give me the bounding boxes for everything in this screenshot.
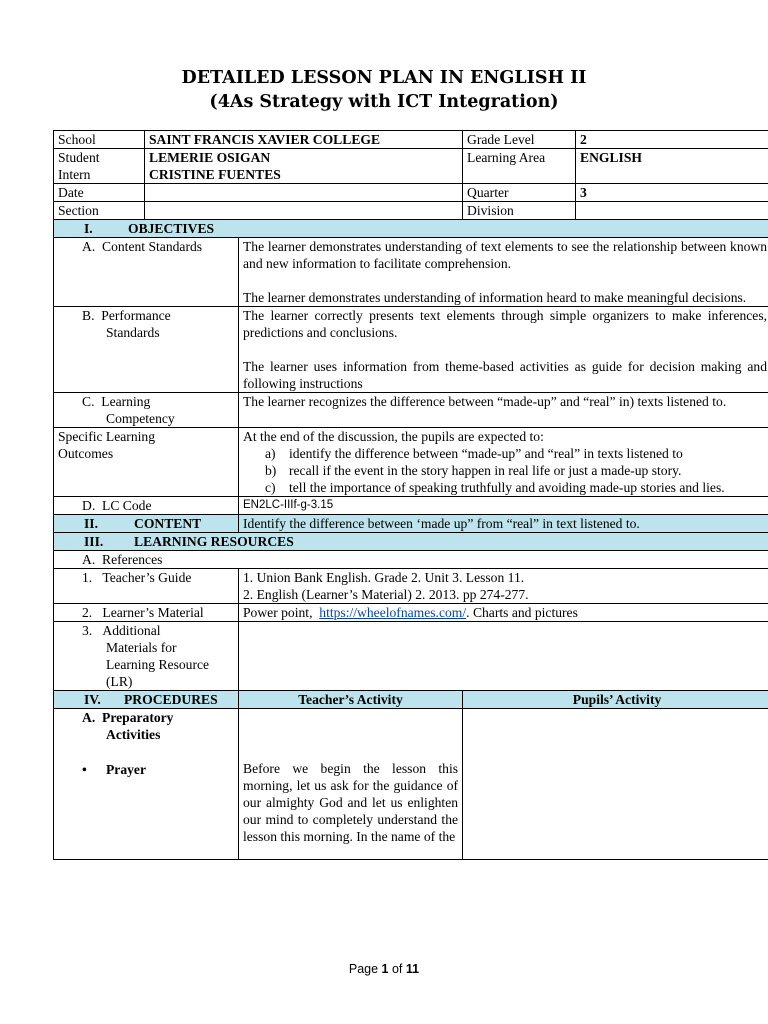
document-title: DETAILED LESSON PLAN IN ENGLISH II <box>181 68 587 88</box>
content-standard-2: The learner demonstrates understanding of information heard to make meaningful decisions. <box>243 290 747 305</box>
list-marker: c) <box>265 480 276 495</box>
bullet-icon: • <box>82 762 87 777</box>
learners-material-row <box>54 604 768 622</box>
learning-outcomes-row <box>54 428 768 497</box>
performance-standards-row <box>54 307 768 393</box>
wheelofnames-link[interactable]: https://wheelofnames.com/ <box>319 605 467 620</box>
performance-standards-label <box>54 307 239 393</box>
competency-row <box>54 393 768 428</box>
performance-standard-2: The learner uses information from theme-based activities as guide for decision making and following instructions <box>243 359 768 391</box>
section-value <box>145 202 463 220</box>
intern-name-1: LEMERIE OSIGAN <box>149 150 271 165</box>
competency-label <box>54 393 239 428</box>
additional-materials-label <box>54 622 239 691</box>
objectives-header <box>54 220 768 238</box>
outcomes-list <box>243 445 767 496</box>
teachers-guide-row <box>54 569 768 604</box>
procedures-heading: PROCEDURES <box>124 692 218 707</box>
procedures-num: IV. <box>84 692 101 707</box>
additional-label-line3: Learning Resource <box>106 657 210 672</box>
pupil-activity-header: Pupils’ Activity <box>463 691 768 709</box>
intern-label-line1: Student <box>58 150 100 165</box>
additional-label-line1: 3. Additional <box>82 623 161 638</box>
learning-outcomes-label <box>54 428 239 497</box>
list-item <box>243 462 767 479</box>
school-value: SAINT FRANCIS XAVIER COLLEGE <box>145 131 463 149</box>
list-text: identify the difference between “made-up” and “real” in texts listened to <box>289 446 683 461</box>
content-heading: CONTENT <box>134 516 202 531</box>
teachers-guide-text <box>239 569 768 604</box>
footer-page-total: 11 <box>405 962 420 976</box>
content-standard-1: The learner demonstrates understanding of text elements to see the relationship between known and new information to facilitate comprehension. <box>243 239 768 271</box>
additional-label-line2: Materials for <box>106 640 177 655</box>
references-label: A. References <box>54 551 768 569</box>
references-row <box>54 551 768 569</box>
competency-label-line2: Competency <box>106 411 175 426</box>
learners-material-prefix: Power point, <box>243 605 313 620</box>
list-item <box>243 445 767 462</box>
learners-material-text <box>239 604 768 622</box>
list-marker: a) <box>265 446 276 461</box>
page-footer <box>0 962 768 976</box>
outcomes-intro: At the end of the discussion, the pupils are expected to: <box>243 429 544 444</box>
division-value <box>576 202 768 220</box>
footer-page-number: 1 <box>381 962 389 976</box>
school-label: School <box>54 131 145 149</box>
learning-outcomes-text <box>239 428 768 497</box>
prayer-text: Before we begin the lesson this morning, let us ask for the guidance of our almighty God and let us enlighten our mind to completely understand the lesson this morning. In the name of the <box>243 761 459 844</box>
objectives-num: I. <box>84 221 93 236</box>
additional-materials-value <box>239 622 768 691</box>
lc-code-row <box>54 497 768 515</box>
date-row <box>54 184 768 202</box>
content-standards-text <box>239 238 768 307</box>
list-text: recall if the event in the story happen in real life or just a made-up story. <box>289 463 682 478</box>
lc-code-value: EN2LC-IIIf-g-3.15 <box>239 497 768 515</box>
intern-row <box>54 149 768 184</box>
resources-num: III. <box>84 534 104 549</box>
performance-standards-text <box>239 307 768 393</box>
teacher-activity-cell <box>239 709 463 860</box>
list-text: tell the importance of speaking truthfully and avoiding made-up stories and lies. <box>289 480 725 495</box>
competency-text: The learner recognizes the difference between “made-up” and “real” in) texts listened to. <box>239 393 768 428</box>
performance-label-line1: B. Performance <box>82 308 171 323</box>
prayer-label: Prayer <box>106 762 146 777</box>
content-header <box>54 515 768 533</box>
performance-standard-1: The learner correctly presents text elements through simple organizers to make inferences, predictions and conclusions. <box>243 308 768 340</box>
date-value <box>145 184 463 202</box>
outcomes-label-line2: Outcomes <box>58 446 114 461</box>
content-standards-label: A. Content Standards <box>54 238 239 307</box>
footer-page-word: Page <box>348 962 379 976</box>
grade-label: Grade Level <box>463 131 576 149</box>
resources-heading: LEARNING RESOURCES <box>134 534 294 549</box>
content-num: II. <box>84 516 98 531</box>
pupil-activity-cell <box>463 709 768 860</box>
footer-of-word: of <box>391 962 403 976</box>
lesson-plan-table <box>53 130 768 860</box>
content-value: Identify the difference between ‘made up” from “real” in text listened to. <box>239 515 768 533</box>
preparatory-label <box>54 709 239 860</box>
section-label: Section <box>54 202 145 220</box>
procedures-header <box>54 691 768 709</box>
list-marker: b) <box>265 463 277 478</box>
list-item <box>243 479 767 496</box>
preparatory-row <box>54 709 768 860</box>
school-row <box>54 131 768 149</box>
area-label: Learning Area <box>463 149 576 184</box>
date-label: Date <box>54 184 145 202</box>
resources-header <box>54 533 768 551</box>
content-standards-row <box>54 238 768 307</box>
learners-material-suffix: . Charts and pictures <box>466 605 578 620</box>
document-subtitle: (4As Strategy with ICT Integration) <box>209 92 559 112</box>
area-value: ENGLISH <box>576 149 768 184</box>
learners-material-label: 2. Learner’s Material <box>54 604 239 622</box>
teachers-guide-line2: 2. English (Learner’s Material) 2. 2013. pp 274-277. <box>243 587 529 602</box>
division-label: Division <box>463 202 576 220</box>
lc-code-label: D. LC Code <box>54 497 239 515</box>
competency-label-line1: C. Learning <box>82 394 151 409</box>
additional-label-line4: (LR) <box>106 674 133 689</box>
teachers-guide-line1: 1. Union Bank English. Grade 2. Unit 3. Lesson 11. <box>243 570 525 585</box>
intern-label-line2: Intern <box>58 167 91 182</box>
teacher-activity-header: Teacher’s Activity <box>239 691 463 709</box>
performance-label-line2: Standards <box>106 325 160 340</box>
objectives-heading: OBJECTIVES <box>128 221 215 236</box>
intern-names <box>145 149 463 184</box>
additional-materials-row <box>54 622 768 691</box>
quarter-label: Quarter <box>463 184 576 202</box>
section-row <box>54 202 768 220</box>
intern-name-2: CRISTINE FUENTES <box>149 167 281 182</box>
grade-value: 2 <box>576 131 768 149</box>
intern-label <box>54 149 145 184</box>
quarter-value: 3 <box>576 184 768 202</box>
preparatory-label-line2: Activities <box>106 727 161 742</box>
teachers-guide-label: 1. Teacher’s Guide <box>54 569 239 604</box>
preparatory-label-line1: A. Preparatory <box>82 710 174 725</box>
outcomes-label-line1: Specific Learning <box>58 429 156 444</box>
